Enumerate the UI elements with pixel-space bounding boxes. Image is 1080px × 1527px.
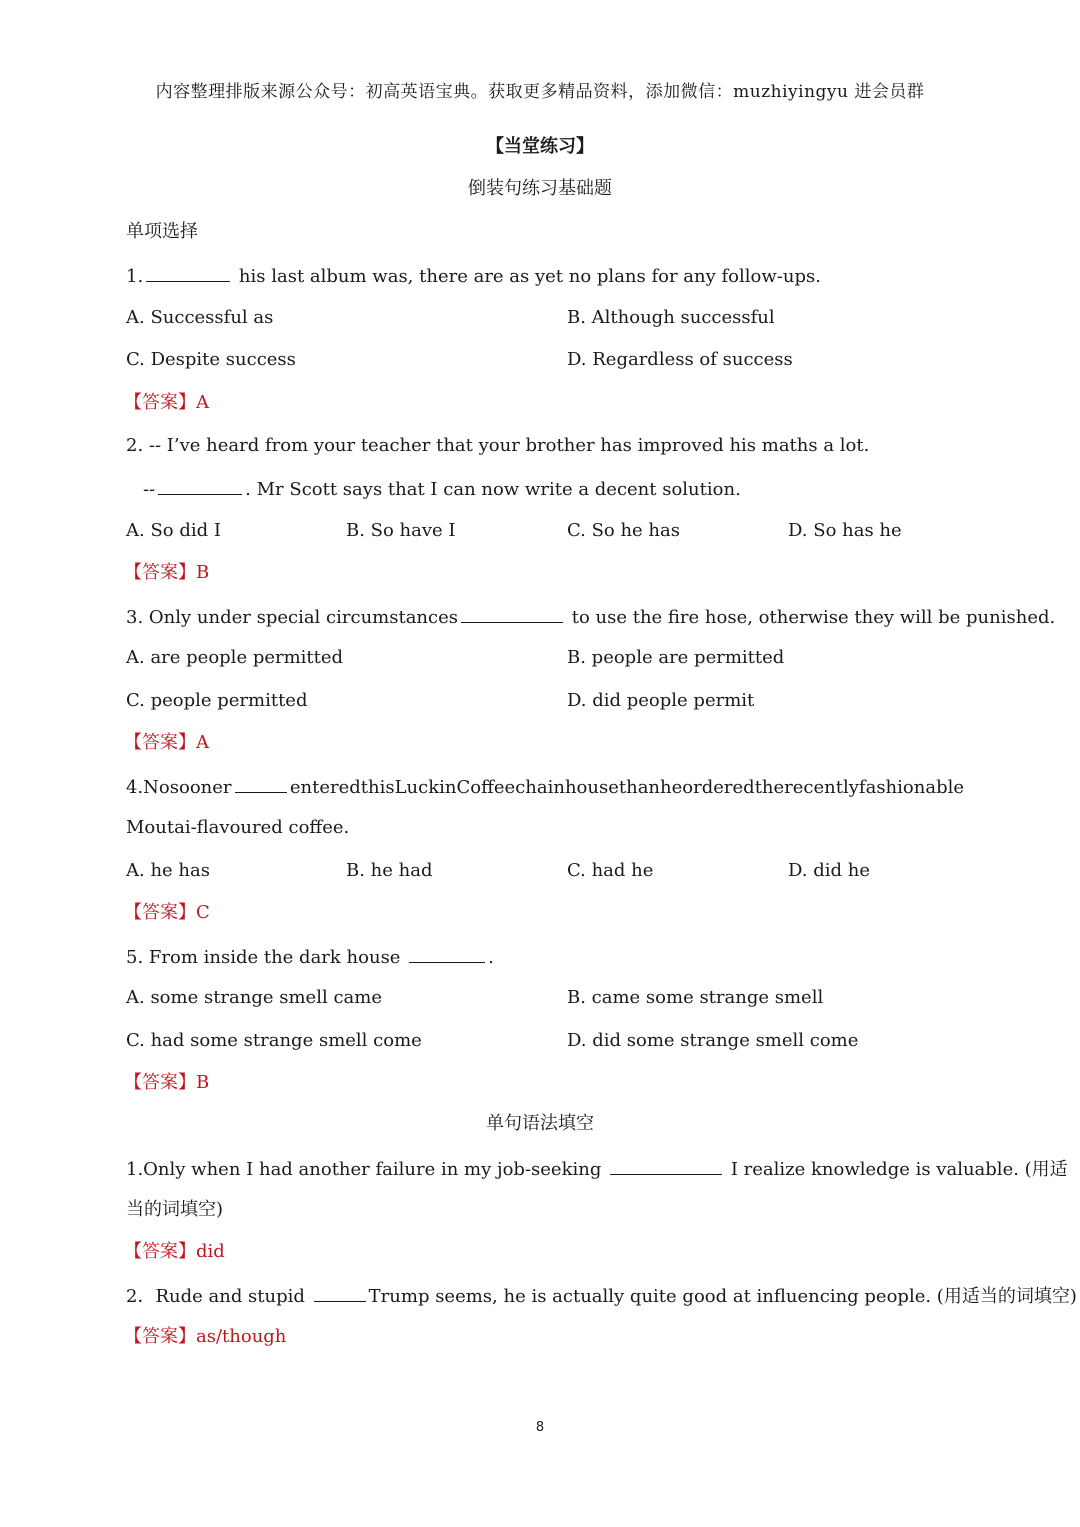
word: he — [660, 777, 683, 798]
answer-blank — [409, 944, 485, 963]
option-a: A. are people permitted — [126, 647, 344, 668]
option-b: B. he had — [346, 860, 433, 881]
answer-line — [124, 561, 209, 585]
answer-line — [124, 731, 209, 755]
option-c: C. had he — [567, 860, 654, 881]
answer-label: 【答案】 — [124, 1326, 196, 1347]
option-b: B. came some strange smell — [567, 987, 824, 1008]
question-stem: . Mr Scott says that I can now write a decent solution. — [245, 479, 741, 500]
word: ordered — [682, 777, 755, 798]
question-3 — [126, 604, 1055, 630]
answer-blank — [158, 476, 242, 495]
question-stem: 5. From inside the dark house — [126, 947, 401, 968]
option-c: C. So he has — [567, 520, 680, 541]
question-4 — [126, 774, 964, 800]
option-d: D. So has he — [788, 520, 902, 541]
option-c: C. people permitted — [126, 690, 308, 711]
word: this — [360, 777, 395, 798]
question-stem: -- I’ve heard from your teacher that your brother has improved his maths a lot. — [148, 435, 870, 456]
question-1 — [126, 263, 821, 289]
word: the — [754, 777, 785, 798]
answer-label: 【答案】 — [124, 902, 196, 923]
answer-value: did — [196, 1241, 225, 1262]
answer-line — [124, 1325, 286, 1349]
answer-value: C — [196, 902, 210, 923]
word: Luckin — [394, 777, 457, 798]
fill-question-2 — [126, 1283, 1077, 1309]
answer-line — [124, 391, 209, 415]
word: than — [618, 777, 661, 798]
word: house — [564, 777, 619, 798]
answer-label: 【答案】 — [124, 1241, 196, 1262]
answer-blank — [314, 1283, 366, 1302]
fill-question-1 — [126, 1156, 1068, 1182]
question-2 — [126, 434, 869, 458]
question-stem: 3. Only under special circumstances — [126, 607, 458, 628]
question-5 — [126, 944, 494, 970]
word: Coffee — [456, 777, 516, 798]
option-a: A. he has — [126, 860, 210, 881]
dialog-dash: -- — [143, 479, 156, 500]
answer-blank — [461, 604, 563, 623]
option-a: A. Successful as — [126, 307, 274, 328]
answer-blank — [235, 774, 287, 793]
fill-question-1-continued: 当的词填空) — [126, 1199, 224, 1220]
question-stem-end: . — [488, 947, 494, 968]
question-stem-end: Trump seems, he is actually quite good at influencing people. (用适当的词填空) — [368, 1286, 1077, 1307]
answer-value: B — [196, 1072, 210, 1093]
option-b: B. people are permitted — [567, 647, 785, 668]
word: fashionable — [858, 777, 964, 798]
answer-value: A — [196, 392, 209, 413]
answer-line — [124, 1071, 209, 1095]
part2-title: 单句语法填空 — [486, 1113, 594, 1134]
question-number: 1. — [126, 266, 144, 287]
header-note: 内容整理排版来源公众号：初高英语宝典。获取更多精品资料，添加微信：muzhiyingyu 进会员群 — [155, 82, 925, 102]
question-stem-end: I realize knowledge is valuable. (用适 — [730, 1159, 1068, 1180]
option-a: A. So did I — [126, 520, 221, 541]
answer-label: 【答案】 — [124, 1072, 196, 1093]
answer-label: 【答案】 — [124, 392, 196, 413]
question-2-reply — [143, 476, 741, 502]
option-a: A. some strange smell came — [126, 987, 382, 1008]
question-stem-end: to use the fire hose, otherwise they will be punished. — [571, 607, 1056, 628]
page-number: 8 — [535, 1420, 545, 1435]
question-number: 2. — [126, 435, 144, 456]
answer-blank — [146, 263, 230, 282]
word: chain — [515, 777, 565, 798]
subtitle: 倒装句练习基础题 — [468, 178, 612, 199]
answer-value: A — [196, 732, 209, 753]
answer-label: 【答案】 — [124, 562, 196, 583]
word: sooner — [169, 777, 232, 798]
option-d: D. did he — [788, 860, 871, 881]
question-stem: his last album was, there are as yet no plans for any follow-ups. — [238, 266, 821, 287]
option-d: D. did people permit — [567, 690, 755, 711]
question-4-continued: Moutai-flavoured coffee. — [126, 817, 350, 838]
option-c: C. Despite success — [126, 349, 296, 370]
part1-title: 单项选择 — [126, 221, 198, 242]
word: recently — [784, 777, 859, 798]
option-b: B. So have I — [346, 520, 456, 541]
answer-value: as/though — [196, 1326, 287, 1347]
question-stem: 2．Rude and stupid — [126, 1286, 305, 1307]
answer-value: B — [196, 562, 210, 583]
answer-line — [124, 1240, 225, 1264]
option-b: B. Although successful — [567, 307, 775, 328]
word: entered — [289, 777, 361, 798]
option-d: D. did some strange smell come — [567, 1030, 859, 1051]
option-d: D. Regardless of success — [567, 349, 793, 370]
option-c: C. had some strange smell come — [126, 1030, 422, 1051]
question-stem: 1.Only when I had another failure in my job-seeking — [126, 1159, 602, 1180]
word: 4.No — [126, 777, 170, 798]
answer-line — [124, 901, 210, 925]
answer-blank — [610, 1156, 722, 1175]
section-title: 【当堂练习】 — [486, 136, 594, 157]
answer-label: 【答案】 — [124, 732, 196, 753]
